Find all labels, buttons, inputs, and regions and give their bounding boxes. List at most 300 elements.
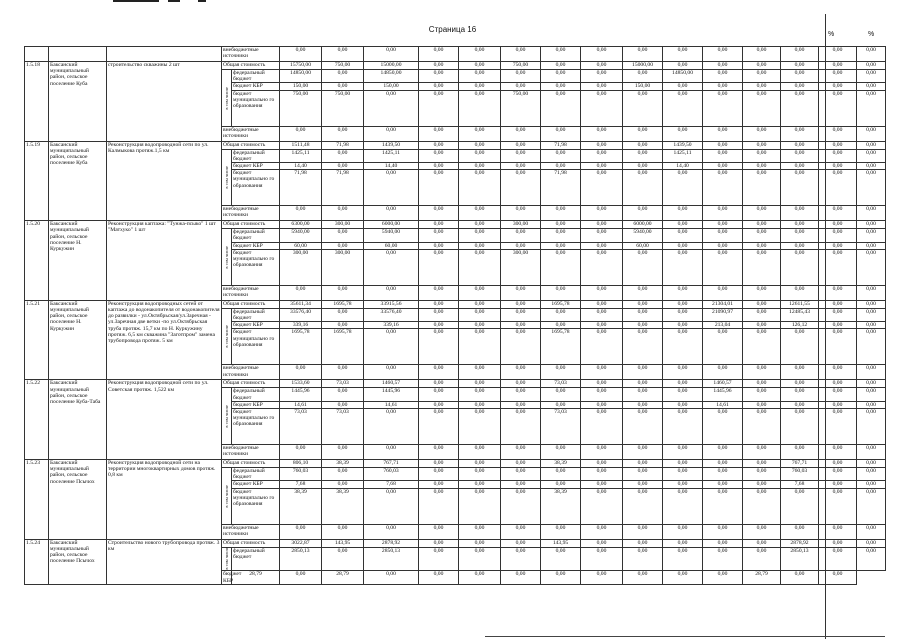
amount-cell: 0,00	[743, 308, 781, 321]
amount-cell: 0,00	[322, 322, 364, 329]
amount-cell: 0,00	[703, 445, 743, 460]
in-that-number-vertical-label: в том числе	[222, 308, 232, 365]
amount-cell: 0,00	[703, 571, 743, 584]
amount-cell: 0,00	[623, 388, 663, 401]
amount-cell: 0,00	[857, 285, 886, 300]
amount-cell: 0,00	[623, 401, 663, 408]
amount-cell: 0,00	[857, 126, 886, 141]
amount-cell: 0,00	[501, 149, 541, 162]
amount-cell: 5940,00	[364, 229, 419, 242]
amount-cell: 0,00	[459, 126, 501, 141]
amount-cell: 0,00	[459, 571, 501, 584]
source-label-cell: федеральный бюджет	[232, 229, 280, 242]
amount-cell: 0,00	[364, 90, 419, 126]
amount-cell: 767,71	[781, 460, 819, 468]
amount-cell: 0,00	[781, 445, 819, 460]
amount-cell: 0,00	[819, 221, 857, 229]
object-total-row	[25, 221, 886, 229]
municipality-cell: Баксанский муниципальный район, сельское поселение Псычох	[49, 539, 107, 584]
municipality-cell: Баксанский муниципальный район, сельское поселение Псычох	[49, 460, 107, 540]
source-label-cell: внебюджетные источники	[222, 285, 280, 300]
amount-cell: 0,00	[280, 445, 322, 460]
amount-cell: 0,00	[819, 524, 857, 539]
amount-cell: 0,00	[857, 206, 886, 221]
table-body	[25, 47, 886, 585]
amount-cell: 0,00	[781, 388, 819, 401]
amount-cell: 0,00	[419, 62, 459, 70]
amount-cell: 0,00	[703, 62, 743, 70]
amount-cell: 0,00	[857, 524, 886, 539]
amount-cell: 760,03	[364, 468, 419, 481]
amount-cell: 0,00	[663, 126, 703, 141]
amount-cell: 0,00	[857, 329, 886, 365]
amount-cell: 1695,78	[280, 329, 322, 365]
amount-cell: 0,00	[501, 300, 541, 308]
amount-cell: 0,00	[819, 90, 857, 126]
amount-cell: 0,00	[501, 70, 541, 83]
amount-cell: 14,61	[364, 401, 419, 408]
amount-cell: 0,00	[581, 388, 623, 401]
amount-cell: 0,00	[663, 571, 703, 584]
amount-cell: 0,00	[581, 126, 623, 141]
amount-cell: 73,03	[322, 409, 364, 445]
amount-cell: 0,00	[663, 481, 703, 488]
amount-cell: 0,00	[419, 488, 459, 524]
object-total-row	[25, 62, 886, 70]
amount-cell: 0,00	[857, 149, 886, 162]
amount-cell: 0,00	[743, 468, 781, 481]
amount-cell: 0,00	[623, 481, 663, 488]
amount-cell: 0,00	[541, 445, 581, 460]
amount-cell: 0,00	[781, 365, 819, 380]
amount-cell: 0,00	[364, 571, 419, 584]
amount-cell: 0,00	[857, 468, 886, 481]
amount-cell: 28,79	[232, 571, 280, 584]
amount-cell: 0,00	[663, 322, 703, 329]
amount-cell: 0,00	[781, 242, 819, 249]
source-label-cell: бюджет муниципально го образования	[232, 249, 280, 285]
amount-cell: 0,00	[419, 539, 459, 547]
amount-cell: 0,00	[703, 170, 743, 206]
in-that-number-vertical-label: в том числе	[222, 388, 232, 445]
amount-cell: 0,00	[581, 488, 623, 524]
amount-cell: 0,00	[857, 488, 886, 524]
amount-cell: 3022,87	[280, 539, 322, 547]
amount-cell: 0,00	[419, 221, 459, 229]
amount-cell: 0,00	[663, 329, 703, 365]
amount-cell: 0,00	[364, 126, 419, 141]
amount-cell: 0,00	[819, 149, 857, 162]
amount-cell: 0,00	[819, 62, 857, 70]
amount-cell: 0,00	[322, 126, 364, 141]
amount-cell: 0,00	[322, 163, 364, 170]
amount-cell: 0,00	[663, 47, 703, 62]
amount-cell: 0,00	[459, 488, 501, 524]
amount-cell: 0,00	[581, 70, 623, 83]
amount-cell: 0,00	[459, 206, 501, 221]
amount-cell: 28,79	[322, 571, 364, 584]
amount-cell: 0,00	[781, 229, 819, 242]
amount-cell: 0,00	[857, 70, 886, 83]
amount-cell: 2850,13	[781, 547, 819, 571]
amount-cell: 0,00	[623, 149, 663, 162]
amount-cell: 0,00	[459, 170, 501, 206]
amount-cell: 0,00	[581, 308, 623, 321]
amount-cell: 2850,13	[280, 547, 322, 571]
amount-cell: 0,00	[459, 149, 501, 162]
amount-cell: 0,00	[280, 47, 322, 62]
amount-cell: 0,00	[703, 229, 743, 242]
source-label-cell: Общая стоимость	[222, 141, 280, 149]
source-label-cell: бюджет муниципально го образования	[232, 329, 280, 365]
amount-cell: 0,00	[280, 285, 322, 300]
amount-cell: 0,00	[819, 380, 857, 388]
amount-cell: 0,00	[743, 460, 781, 468]
amount-cell: 0,00	[419, 445, 459, 460]
amount-cell: 0,00	[703, 539, 743, 547]
amount-cell: 0,00	[781, 170, 819, 206]
municipality-cell: Баксанский муниципальный район, сельское поселение Н. Куркужин	[49, 300, 107, 380]
amount-cell: 0,00	[501, 547, 541, 571]
amount-cell: 6000,00	[623, 221, 663, 229]
amount-cell: 0,00	[819, 571, 857, 584]
amount-cell: 0,00	[501, 308, 541, 321]
amount-cell: 0,00	[541, 206, 581, 221]
amount-cell: 0,00	[501, 83, 541, 90]
amount-cell: 0,00	[857, 83, 886, 90]
amount-cell: 0,00	[819, 329, 857, 365]
amount-cell: 300,00	[280, 249, 322, 285]
amount-cell: 750,00	[501, 90, 541, 126]
amount-cell: 0,00	[459, 468, 501, 481]
amount-cell: 0,00	[703, 481, 743, 488]
amount-cell: 0,00	[819, 388, 857, 401]
amount-cell: 0,00	[581, 242, 623, 249]
amount-cell: 0,00	[623, 70, 663, 83]
amount-cell: 0,00	[322, 149, 364, 162]
amount-cell: 1695,78	[322, 300, 364, 308]
amount-cell: 0,00	[419, 206, 459, 221]
amount-cell: 0,00	[459, 229, 501, 242]
amount-cell: 0,00	[819, 322, 857, 329]
amount-cell: 0,00	[459, 308, 501, 321]
object-code-cell: 1.5.19	[25, 141, 49, 221]
amount-cell: 0,00	[581, 62, 623, 70]
amount-cell: 0,00	[819, 481, 857, 488]
amount-cell: 0,00	[743, 47, 781, 62]
amount-cell: 0,00	[743, 242, 781, 249]
amount-cell: 0,00	[703, 460, 743, 468]
amount-cell: 0,00	[819, 460, 857, 468]
amount-cell: 0,00	[703, 70, 743, 83]
amount-cell: 0,00	[857, 242, 886, 249]
amount-cell: 0,00	[459, 285, 501, 300]
amount-cell: 0,00	[419, 571, 459, 584]
amount-cell: 38,39	[541, 460, 581, 468]
amount-cell: 0,00	[663, 170, 703, 206]
amount-cell: 0,00	[781, 380, 819, 388]
amount-cell: 0,00	[419, 242, 459, 249]
amount-cell: 0,00	[743, 388, 781, 401]
amount-cell: 0,00	[819, 300, 857, 308]
amount-cell: 0,00	[703, 285, 743, 300]
amount-cell: 0,00	[857, 365, 886, 380]
amount-cell: 0,00	[623, 285, 663, 300]
amount-cell: 6300,00	[280, 221, 322, 229]
amount-cell: 0,00	[581, 285, 623, 300]
amount-cell: 0,00	[364, 329, 419, 365]
amount-cell: 0,00	[541, 221, 581, 229]
amount-cell: 0,00	[623, 141, 663, 149]
amount-cell: 0,00	[322, 365, 364, 380]
amount-cell: 0,00	[781, 249, 819, 285]
amount-cell: 0,00	[541, 401, 581, 408]
source-label-cell: федеральный бюджет	[232, 468, 280, 481]
amount-cell: 1460,57	[703, 380, 743, 388]
amount-cell: 0,00	[419, 149, 459, 162]
amount-cell: 0,00	[581, 163, 623, 170]
amount-cell: 806,10	[280, 460, 322, 468]
amount-cell: 0,00	[623, 90, 663, 126]
amount-cell: 0,00	[743, 539, 781, 547]
amount-cell: 33576,40	[364, 308, 419, 321]
amount-cell: 21304,01	[703, 300, 743, 308]
amount-cell: 0,00	[501, 141, 541, 149]
amount-cell: 0,00	[419, 300, 459, 308]
amount-cell: 0,00	[501, 524, 541, 539]
amount-cell: 0,00	[322, 308, 364, 321]
amount-cell: 0,00	[501, 409, 541, 445]
amount-cell: 0,00	[781, 524, 819, 539]
amount-cell: 0,00	[663, 229, 703, 242]
object-code-cell: 1.5.18	[25, 62, 49, 142]
amount-cell: 0,00	[501, 170, 541, 206]
amount-cell: 0,00	[581, 539, 623, 547]
amount-cell: 0,00	[781, 62, 819, 70]
amount-cell: 0,00	[703, 468, 743, 481]
amount-cell: 0,00	[623, 163, 663, 170]
amount-cell: 73,03	[322, 380, 364, 388]
scan-top-mark	[113, 0, 159, 2]
amount-cell: 0,00	[623, 409, 663, 445]
amount-cell: 0,00	[663, 539, 703, 547]
amount-cell: 0,00	[322, 388, 364, 401]
corner-mark-right: %	[868, 31, 875, 38]
amount-cell: 150,00	[623, 83, 663, 90]
amount-cell: 0,00	[581, 571, 623, 584]
amount-cell: 0,00	[857, 322, 886, 329]
amount-cell: 0,00	[819, 83, 857, 90]
source-label-cell: внебюджетные источники	[222, 524, 280, 539]
amount-cell: 0,00	[857, 62, 886, 70]
amount-cell: 0,00	[322, 547, 364, 571]
amount-cell: 38,39	[322, 488, 364, 524]
source-label-cell: Общая стоимость	[222, 221, 280, 229]
amount-cell: 0,00	[419, 308, 459, 321]
amount-cell: 0,00	[743, 380, 781, 388]
amount-cell: 0,00	[743, 249, 781, 285]
amount-cell: 1511,48	[280, 141, 322, 149]
amount-cell: 126,12	[781, 322, 819, 329]
amount-cell: 0,00	[623, 460, 663, 468]
amount-cell: 0,00	[743, 285, 781, 300]
amount-cell: 0,00	[743, 229, 781, 242]
amount-cell: 6000,00	[364, 221, 419, 229]
amount-cell: 0,00	[819, 170, 857, 206]
amount-cell: 0,00	[623, 249, 663, 285]
source-label-cell: бюджет муниципально го образования	[232, 488, 280, 524]
amount-cell: 0,00	[743, 445, 781, 460]
amount-cell: 14,61	[280, 401, 322, 408]
amount-cell: 0,00	[663, 380, 703, 388]
amount-cell: 0,00	[743, 329, 781, 365]
amount-cell: 767,71	[364, 460, 419, 468]
amount-cell: 0,00	[703, 329, 743, 365]
amount-cell: 0,00	[663, 401, 703, 408]
amount-cell: 0,00	[459, 249, 501, 285]
amount-cell: 0,00	[743, 90, 781, 126]
amount-cell: 14850,00	[364, 70, 419, 83]
amount-cell: 0,00	[322, 229, 364, 242]
amount-cell: 0,00	[819, 445, 857, 460]
amount-cell: 0,00	[581, 83, 623, 90]
amount-cell: 1439,50	[663, 141, 703, 149]
amount-cell: 0,00	[541, 285, 581, 300]
amount-cell: 0,00	[857, 249, 886, 285]
amount-cell: 14850,00	[280, 70, 322, 83]
amount-cell: 0,00	[743, 126, 781, 141]
amount-cell: 0,00	[280, 206, 322, 221]
amount-cell: 0,00	[280, 365, 322, 380]
amount-cell: 7,68	[781, 481, 819, 488]
amount-cell: 0,00	[541, 242, 581, 249]
amount-cell: 0,00	[459, 83, 501, 90]
amount-cell: 0,00	[623, 329, 663, 365]
amount-cell: 1439,50	[364, 141, 419, 149]
description-cell: Реконструкция водопроводных сетей от каптажа до водонакопителя от водонакопителя до развилки - ул.Октябрьская/ул.Заречная - ул.Заречная две ветки -по ул.Октябрьская труба протяж. 15,7 км по Н. Куркужину протяж. 6,5 км скважина "Заготпром" замена трубопровода протяж. 5 км	[107, 300, 222, 380]
amount-cell: 0,00	[364, 365, 419, 380]
amount-cell: 0,00	[857, 308, 886, 321]
amount-cell: 0,00	[364, 524, 419, 539]
amount-cell: 0,00	[501, 539, 541, 547]
amount-cell: 0,00	[743, 70, 781, 83]
amount-cell: 0,00	[541, 308, 581, 321]
source-label-cell: федеральный бюджет	[232, 149, 280, 162]
description-cell: Реконструкция водопроводной сети на территории многоквартирных домов протяж. 0,8 км	[107, 460, 222, 540]
amount-cell: 0,00	[419, 141, 459, 149]
source-label-cell: бюджет КБР	[232, 322, 280, 329]
amount-cell: 33915,56	[364, 300, 419, 308]
amount-cell: 0,00	[581, 329, 623, 365]
amount-cell: 0,00	[541, 468, 581, 481]
corner-mark-left: %	[828, 31, 835, 38]
source-label-cell: внебюджетные источники	[222, 126, 280, 141]
amount-cell: 0,00	[819, 70, 857, 83]
amount-cell: 0,00	[663, 460, 703, 468]
amount-cell: 0,00	[581, 300, 623, 308]
amount-cell: 0,00	[623, 539, 663, 547]
amount-cell: 0,00	[623, 488, 663, 524]
amount-cell: 0,00	[781, 141, 819, 149]
amount-cell: 0,00	[364, 488, 419, 524]
amount-cell: 0,00	[419, 90, 459, 126]
amount-cell: 0,00	[857, 388, 886, 401]
amount-cell: 0,00	[743, 322, 781, 329]
amount-cell: 0,00	[364, 170, 419, 206]
amount-cell: 38,39	[280, 488, 322, 524]
source-label-cell: Общая стоимость	[222, 62, 280, 70]
object-code-cell: 1.5.24	[25, 539, 49, 584]
source-label-cell: внебюджетные источники	[222, 206, 280, 221]
amount-cell: 0,00	[781, 47, 819, 62]
amount-cell: 0,00	[663, 308, 703, 321]
amount-cell: 38,39	[322, 460, 364, 468]
amount-cell: 0,00	[322, 468, 364, 481]
amount-cell: 0,00	[663, 62, 703, 70]
in-that-number-vertical-label: в том числе	[222, 229, 232, 286]
amount-cell: 0,00	[743, 206, 781, 221]
amount-cell: 0,00	[819, 488, 857, 524]
amount-cell: 1445,96	[364, 388, 419, 401]
amount-cell: 0,00	[703, 409, 743, 445]
amount-cell: 0,00	[501, 322, 541, 329]
amount-cell: 0,00	[581, 445, 623, 460]
amount-cell: 0,00	[743, 481, 781, 488]
amount-cell: 0,00	[322, 401, 364, 408]
amount-cell: 0,00	[663, 83, 703, 90]
amount-cell: 0,00	[663, 468, 703, 481]
amount-cell: 71,98	[541, 170, 581, 206]
amount-cell: 0,00	[322, 285, 364, 300]
amount-cell: 0,00	[541, 571, 581, 584]
amount-cell: 150,00	[280, 83, 322, 90]
amount-cell: 0,00	[419, 126, 459, 141]
amount-cell: 0,00	[501, 460, 541, 468]
description-cell	[107, 47, 222, 62]
amount-cell: 1445,96	[280, 388, 322, 401]
amount-cell: 0,00	[819, 163, 857, 170]
amount-cell: 0,00	[419, 329, 459, 365]
amount-cell: 0,00	[459, 365, 501, 380]
amount-cell: 0,00	[623, 308, 663, 321]
amount-cell: 339,16	[364, 322, 419, 329]
amount-cell: 0,00	[541, 163, 581, 170]
object-code-cell	[25, 47, 49, 62]
amount-cell: 71,98	[280, 170, 322, 206]
amount-cell: 0,00	[663, 221, 703, 229]
amount-cell: 71,98	[541, 141, 581, 149]
amount-cell: 5940,00	[623, 229, 663, 242]
amount-cell: 0,00	[703, 221, 743, 229]
amount-cell: 0,00	[581, 229, 623, 242]
amount-cell: 339,16	[280, 322, 322, 329]
amount-cell: 0,00	[459, 409, 501, 445]
amount-cell: 0,00	[819, 206, 857, 221]
amount-cell: 0,00	[819, 468, 857, 481]
amount-cell: 0,00	[419, 547, 459, 571]
amount-cell: 0,00	[419, 365, 459, 380]
amount-cell: 15000,00	[623, 62, 663, 70]
scan-bottom-line	[485, 636, 885, 637]
amount-cell: 0,00	[459, 329, 501, 365]
amount-cell: 0,00	[419, 388, 459, 401]
amount-cell: 0,00	[364, 409, 419, 445]
amount-cell: 0,00	[581, 365, 623, 380]
amount-cell: 0,00	[857, 229, 886, 242]
amount-cell: 0,00	[322, 481, 364, 488]
source-label-cell: Общая стоимость	[222, 460, 280, 468]
amount-cell: 0,00	[459, 547, 501, 571]
